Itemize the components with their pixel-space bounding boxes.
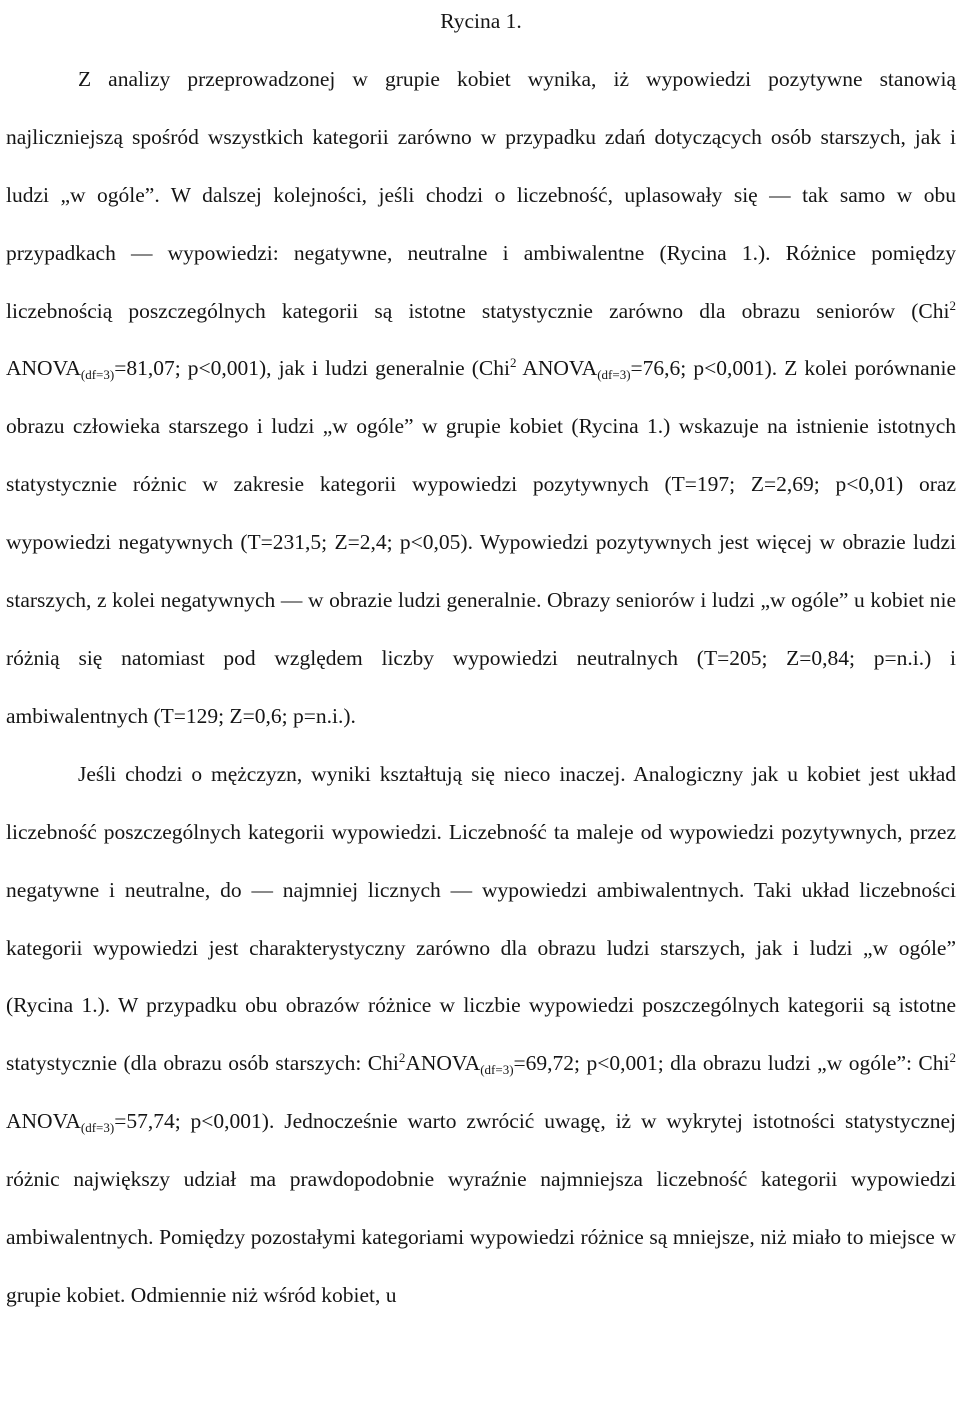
document-page <box>6 0 956 1325</box>
paragraph-women <box>6 51 956 746</box>
paragraph-text: =69,72; p<0,001; dla obrazu ludzi „w ogóle”: Chi <box>513 1051 950 1076</box>
subscript: (df=3) <box>597 367 631 383</box>
paragraph-men <box>6 746 956 1325</box>
figure-caption: Rycina 1. <box>440 9 522 33</box>
paragraph-text: ANOVA <box>6 356 81 381</box>
superscript: 2 <box>398 1050 406 1066</box>
paragraph-text: ANOVA <box>405 1051 481 1076</box>
subscript: (df=3) <box>80 367 115 383</box>
paragraph-text: Jeśli chodzi o mężczyzn, wyniki kształtują się nieco inaczej. Analogiczny jak u kobiet jest układ liczebność poszczególnych kategorii wypowiedzi. Liczebność ta maleje od wypowiedzi pozytywnych, przez negatywne i neutralne, do — najmniej licznych — wypowiedzi ambiwalentnych. Taki układ liczebności kategorii wypowiedzi jest charakterystyczny zarówno dla obrazu ludzi starszych, jak i ludzi „w ogóle” (Rycina 1.). W przypadku obu obrazów różnice w liczbie wypowiedzi poszczególnych kategorii są istotne statystycznie (dla obrazu osób starszych: Chi <box>6 761 956 1076</box>
subscript: (df=3) <box>80 1120 115 1136</box>
paragraph-text: =76,6; p<0,001). Z kolei porównanie obrazu człowieka starszego i ludzi „w ogóle” w grupie kobiet (Rycina 1.) wskazuje na istnienie istotnych statystycznie różnic w zakresie kategorii wypowiedzi pozytywnych (T=197; Z=2,69; p<0,01) oraz wypowiedzi negatywnych (T=231,5; Z=2,4; p<0,05). Wypowiedzi pozytywnych jest więcej w obrazie ludzi starszych, z kolei negatywnych — w obrazie ludzi generalnie. Obrazy seniorów i ludzi „w ogóle” u kobiet nie różnią się natomiast pod względem liczby wypowiedzi neutralnych (T=205; Z=0,84; p=n.i.) i ambiwalentnych (T=129; Z=0,6; p=n.i.). <box>6 356 956 728</box>
paragraph-text: =57,74; p<0,001). Jednocześnie warto zwrócić uwagę, iż w wykrytej istotności statystycznej różnic największy udział ma prawdopodobnie wyraźnie najmniejsza liczebność kategorii wypowiedzi ambiwalentnych. Pomiędzy pozostałymi kategoriami wypowiedzi różnice są mniejsze, niż miało to miejsce w grupie kobiet. Odmiennie niż wśród kobiet, u <box>6 1109 956 1307</box>
paragraph-text: ANOVA <box>6 1109 81 1134</box>
subscript: (df=3) <box>480 1062 514 1078</box>
paragraph-text: Z analizy przeprowadzonej w grupie kobiet wynika, iż wypowiedzi pozytywne stanowią najliczniejszą spośród wszystkich kategorii zarówno w przypadku zdań dotyczących osób starszych, jak i ludzi „w ogóle”. W dalszej kolejności, jeśli chodzi o liczebność, uplasowały się — tak samo w obu przypadkach — wypowiedzi: negatywne, neutralne i ambiwalentne (Rycina 1.). Różnice pomiędzy liczebnością poszczególnych kategorii są istotne statystycznie zarówno dla obrazu seniorów (Chi <box>6 66 956 323</box>
superscript: 2 <box>509 355 517 371</box>
superscript: 2 <box>949 297 956 313</box>
superscript: 2 <box>949 1050 956 1066</box>
paragraph-text: =81,07; p<0,001), jak i ludzi generalnie (Chi <box>114 356 510 381</box>
paragraph-text: ANOVA <box>516 356 598 381</box>
